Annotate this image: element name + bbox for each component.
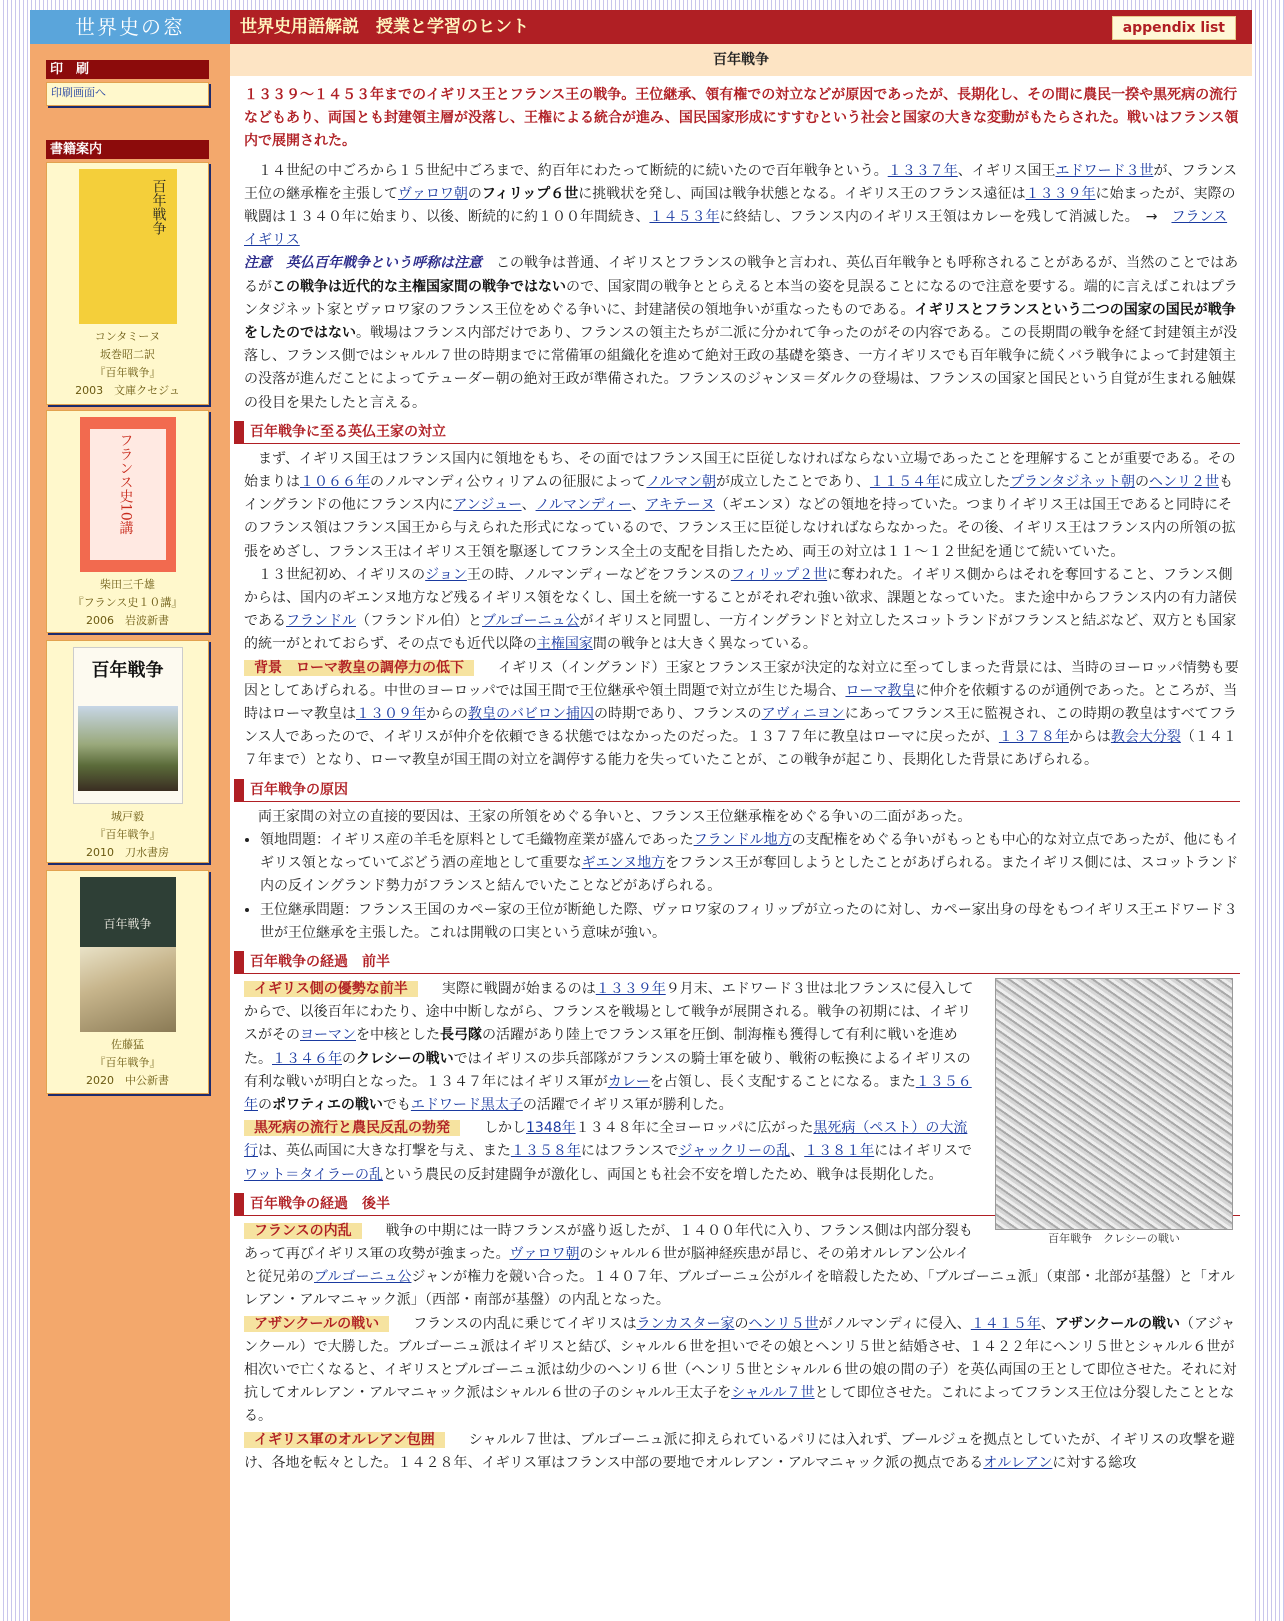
link[interactable]: ノルマン朝	[646, 474, 716, 491]
link[interactable]: ノルマンディー	[535, 497, 632, 514]
link[interactable]: ヘンリ２世	[1148, 474, 1219, 491]
book-author	[47, 576, 208, 630]
book-publisher: 2020 中公新書	[86, 1074, 169, 1087]
sidebar	[30, 44, 230, 1621]
link[interactable]: １３５８年	[510, 1143, 581, 1160]
link[interactable]: ローマ教皇	[845, 682, 916, 699]
link[interactable]: １３３９年	[595, 980, 666, 997]
book-author-name: 城戸毅	[111, 810, 144, 823]
book-card[interactable]	[46, 162, 209, 405]
book-cover-4[interactable]	[80, 877, 176, 1032]
books-heading: 書籍案内	[46, 140, 209, 159]
book-translator: 坂巻昭二訳	[100, 348, 155, 361]
link[interactable]: 教皇のバビロン捕囚	[468, 706, 594, 723]
link[interactable]: イギリス	[244, 232, 300, 249]
link[interactable]: ワット＝タイラーの乱	[244, 1166, 384, 1183]
link[interactable]: ジャックリーの乱	[678, 1143, 791, 1160]
link[interactable]: ヨーマン	[300, 1027, 356, 1044]
topic-tag: 黒死病の流行と農民反乱の勃発	[244, 1120, 460, 1136]
book-cover-text: 百年戦争	[103, 917, 152, 931]
main-content	[230, 44, 1252, 1475]
topic-tag: フランスの内乱	[244, 1223, 362, 1239]
book-publisher: 2003 文庫クセジュ	[75, 384, 180, 397]
link[interactable]: ブルゴーニュ公	[314, 1269, 412, 1286]
book-card[interactable]	[46, 870, 209, 1094]
note-tag: 注意 英仏百年戦争という呼称は注意	[244, 255, 482, 272]
link[interactable]: ブルゴーニュ公	[482, 613, 580, 630]
link[interactable]: １３８１年	[804, 1143, 875, 1160]
appendix-list-button[interactable]: appendix list	[1112, 16, 1236, 40]
page	[30, 10, 1252, 1621]
book-author-name: コンタミーヌ	[94, 330, 161, 343]
link[interactable]: １３４６年	[272, 1050, 342, 1067]
link[interactable]: 主権国家	[536, 636, 593, 653]
link[interactable]: ヘンリ５世	[748, 1315, 819, 1332]
link[interactable]: １４１５年	[970, 1315, 1041, 1332]
article	[230, 84, 1252, 1475]
link[interactable]: ヴァロワ朝	[509, 1245, 580, 1262]
link[interactable]: １１５４年	[869, 474, 940, 491]
section-heading: 百年戦争の原因	[234, 779, 1240, 802]
book-cover-text: 百年戦争	[150, 179, 167, 235]
link[interactable]: アンジュー	[453, 497, 522, 514]
paragraph: 両王家間の対立の直接的要因は、王家の所領をめぐる争いと、フランス王位継承権をめぐる争いの二面があった。	[244, 808, 972, 825]
book-author	[47, 1036, 208, 1090]
book-cover-1[interactable]	[79, 169, 177, 324]
link[interactable]: シャルル７世	[731, 1385, 815, 1402]
link[interactable]: フランス	[1171, 209, 1228, 226]
link[interactable]: 1348年	[526, 1120, 576, 1137]
book-author	[47, 328, 208, 400]
figure	[988, 978, 1240, 1248]
link[interactable]: ランカスター家	[636, 1315, 735, 1332]
book-title[interactable]: 『百年戦争』	[94, 366, 161, 379]
link[interactable]: １３３９年	[1025, 185, 1096, 202]
book-card[interactable]	[46, 410, 209, 633]
link[interactable]: アヴィニヨン	[761, 706, 845, 723]
link[interactable]: １０６６年	[300, 474, 370, 491]
lead-paragraph: １３３９～１４５３年までのイギリス王とフランス王の戦争。王位継承、領有権での対立などが原因であったが、長期化し、その間に農民一揆や黒死病の流行などもあり、両国とも封建領主層が没落し、王権による統合が進み、国民国家形成にすすむという社会と国家の大きな変動がもたらされた。戦いはフランス領内で展開された。	[244, 87, 1239, 150]
topic-tag: アザンクールの戦い	[244, 1316, 389, 1332]
print-box	[46, 82, 209, 106]
book-author	[47, 808, 208, 862]
book-card[interactable]	[46, 640, 209, 863]
book-cover-3[interactable]	[73, 647, 183, 804]
link[interactable]: プランタジネット朝	[1009, 474, 1135, 491]
page-banner	[230, 10, 1252, 44]
paragraph: １３世紀初め、イギリスのジョン王の時、ノルマンディーなどをフランスのフィリップ２世に奪われた。イギリス側からはそれを奪回すること、フランス側からは、国内のギエンヌ地方など残るイギリス領をなくし、国土を統一することがそれぞれ強い欲求、課題となっていた。また途中からフランス内の有力諸侯であるフランドル（フランドル伯）とブルゴーニュ公がイギリスと同盟し、一方イングランドと対立したスコットランドがフランスと結ぶなど、双方とも国家的統一がとれておらず、その点でも近代以降の主権国家間の戦争とは大きく異なっている。	[244, 566, 1237, 653]
link[interactable]: オルレアン	[983, 1454, 1053, 1471]
book-title[interactable]: 『百年戦争』	[94, 1056, 161, 1069]
print-link[interactable]: 印刷画面へ	[51, 86, 106, 99]
book-title[interactable]: 『フランス史１０講』	[72, 596, 183, 609]
page-title: 百年戦争	[230, 44, 1252, 76]
book-cover-text: 百年戦争	[91, 660, 164, 681]
list-item: • 王位継承問題：フランス王国のカペー家の王位が断絶した際、ヴァロワ家のフィリップが立ったのに対し、カペー家出身の母をもつイギリス王エドワード３世が王位継承を主張した。これは開戦の口実という意味が強い。	[260, 899, 1240, 945]
link[interactable]: １３５６年	[244, 1073, 972, 1113]
section-heading: 百年戦争の経過 前半	[234, 951, 1240, 974]
book-author-name: 柴田三千雄	[100, 578, 155, 591]
link[interactable]: フィリップ２世	[730, 566, 828, 583]
link[interactable]: １３７８年	[998, 729, 1069, 746]
link[interactable]: １３３７年	[887, 162, 958, 179]
paragraph: 注意 英仏百年戦争という呼称は注意 この戦争は普通、イギリスとフランスの戦争と言われ、英仏百年戦争とも呼称されることがあるが、当然のことではあるがこの戦争は近代的な主権国家間の戦争ではないので、国家間の戦争ととらえると本当の姿を見誤ることになるので注意を要する。端的に言えばこれはプランタジネット家とヴァロワ家のフランス王位をめぐる争いに、封建諸侯の領地争いが重なったものである。イギリスとフランスという二つの国家の国民が戦争をしたのではない。戦場はフランス内部だけであり、フランスの領主たちが二派に分かれて争ったのがその内容である。この長期間の戦争を経て封建領主が没落し、フランス側ではシャルル７世の時期までに常備軍の組織化を進めて絶対王政の基礎を築き、一方イギリスでも百年戦争に続くバラ戦争によって封建領主の没落が進んだことによってテューダー朝の絶対王政が準備された。フランスのジャンヌ＝ダルクの登場は、フランスの国家と国民という自覚が生まれる触媒の役目を果たしたと言える。	[244, 255, 1239, 411]
book-cover-text: フランス史10講	[117, 433, 134, 535]
paragraph: イギリス軍のオルレアン包囲 シャルル７世は、ブルゴーニュ派に抑えられているパリには入れず、ブールジュを拠点としていたが、イギリスの攻撃を避け、各地を転々とした。１４２８年、イギリス軍はフランス中部の要地でオルレアン・アルマニャック派の拠点であるオルレアンに対する総攻	[244, 1431, 1235, 1471]
link[interactable]: ヴァロワ朝	[398, 185, 468, 202]
book-publisher: 2010 刀水書房	[86, 846, 169, 859]
link[interactable]: アキテーヌ	[645, 497, 715, 514]
link[interactable]: フランドル	[286, 613, 356, 630]
paragraph: 黒死病の流行と農民反乱の勃発 しかし1348年１３４８年に全ヨーロッパに広がった黒死病（ペスト）の大流行は、英仏両国に大きな打撃を与え、また１３５８年にはフランスでジャックリーの乱、１３８１年にはイギリスでワット＝タイラーの乱という農民の反封建闘争が激化し、両国とも社会不安を増したため、戦争は長期化した。	[244, 1120, 972, 1183]
link[interactable]: 黒死病（ペスト）の大流行	[244, 1120, 968, 1160]
paragraph: アザンクールの戦い フランスの内乱に乗じてイギリスはランカスター家のヘンリ５世がノルマンディに侵入、１４１５年、アザンクールの戦い（アジャンクール）で大勝した。ブルゴーニュ派はイギリスと結び、シャルル６世を担いでその娘とヘンリ５世と結婚させ、１４２２年にヘンリ５世とシャルル６世が相次いで亡くなると、イギリスとブルゴーニュ派は幼少のヘンリ６世（ヘンリ５世とシャルル６世の娘の間の子）を英仏両国の王として即位させた。それに対抗してオルレアン・アルマニャック派はシャルル６世の子のシャルル王太子をシャルル７世として即位させた。これによってフランス王位は分裂したこととなる。	[244, 1315, 1237, 1425]
book-author-name: 佐藤猛	[111, 1038, 144, 1051]
link[interactable]: 教会大分裂	[1110, 729, 1181, 746]
cause-list	[244, 829, 1240, 945]
paragraph: １４世紀の中ごろから１５世紀中ごろまで、約百年にわたって断続的に続いたので百年戦争という。１３３７年、イギリス国王エドワード３世が、フランス王位の継承権を主張してヴァロワ朝のフィリップ６世に挑戦状を発し、両国は戦争状態となる。イギリス王のフランス遠征は１３３９年に始まったが、実際の戦闘は１３４０年に始まり、以後、断続的に約１００年間続き、１４５３年に終結し、フランス内のイギリス王領はカレーを残して消滅した。 → フランス イギリス	[244, 162, 1238, 249]
link[interactable]: １４５３年	[649, 209, 720, 226]
link[interactable]: １３０９年	[356, 706, 426, 723]
link[interactable]: エドワード３世	[1055, 162, 1154, 179]
link[interactable]: カレー	[607, 1073, 650, 1090]
book-title[interactable]: 『百年戦争』	[94, 828, 161, 841]
book-publisher: 2006 岩波新書	[86, 614, 169, 627]
book-cover-2[interactable]	[80, 417, 176, 572]
paragraph: まず、イギリス国王はフランス国内に領地をもち、その面ではフランス国王に臣従しなければならない立場であったことを理解することが重要である。その始まりは１０６６年のノルマンディ公ウィリアムの征服によってノルマン朝が成立したことであり、１１５４年に成立したプランタジネット朝のヘンリ２世もイングランドの他にフランス内にアンジュー、ノルマンディー、アキテーヌ（ギエンヌ）などの領地を持っていた。つまりイギリス王は国王であると同時にそのフランス領はフランス国王から与えられた形式になっているので、フランス王に臣従しなければならなかった。その後、イギリス王はフランス内の所領の拡張をめざし、フランス王はイギリス王領を駆逐してフランス全土の支配を目指したため、両王の対立は１１～１２世紀を通じて続いていた。	[244, 450, 1236, 560]
paragraph: イギリス側の優勢な前半 実際に戦闘が始まるのは１３３９年９月末、エドワード３世は北フランスに侵入してからで、以後百年にわたり、途中中断しながら、フランスを戦場として戦争が展開される。戦争の初期には、イギリスがそのヨーマンを中核とした長弓隊の活躍があり陸上でフランス軍を圧倒、制海権も獲得して有利に戦いを進めた。１３４６年のクレシーの戦いではイギリスの歩兵部隊がフランスの騎士軍を破り、戦術の転換によるイギリスの有利な戦いが明白となった。１３４７年にはイギリス軍がカレーを占領し、長く支配することになる。また１３５６年のポワティエの戦いでもエドワード黒太子の活躍でイギリス軍が勝利した。	[244, 980, 974, 1113]
paragraph: 背景 ローマ教皇の調停力の低下 イギリス（イングランド）王家とフランス王家が決定的な対立に至ってしまった背景には、当時のヨーロッパ情勢も要因としてあげられる。中世のヨーロッパでは国王間で王位継承や領土問題で対立が生じた場合、ローマ教皇に仲介を依頼するのが通例であった。ところが、当時はローマ教皇は１３０９年からの教皇のバビロン捕囚の時期であり、フランスのアヴィニヨンにあってフランス王に監視され、この時期の教皇はすべてフランス人であったので、イギリスが仲介を依頼できる状態ではなかったのだった。１３７７年に教皇はローマに戻ったが、１３７８年からは教会大分裂（１４１７年まで）となり、ローマ教皇が国王間の対立を調停する能力を失っていたことが、この戦争が起こり、長期化した背景にあげられる。	[244, 659, 1239, 769]
link[interactable]: ギエンヌ地方	[581, 855, 666, 872]
link[interactable]: ジョン	[425, 566, 467, 583]
topic-tag: 背景 ローマ教皇の調停力の低下	[244, 660, 474, 676]
section-heading: 百年戦争の経過 後半	[234, 1193, 1240, 1216]
battle-of-crecy-image[interactable]	[995, 978, 1233, 1230]
topic-tag: イギリス軍のオルレアン包囲	[244, 1432, 445, 1448]
link[interactable]: エドワード黒太子	[410, 1096, 523, 1113]
page-banner-text: 世界史用語解説 授業と学習のヒント	[240, 17, 529, 37]
list-item: • 領地問題：イギリス産の羊毛を原料として毛織物産業が盛んであったフランドル地方の支配権をめぐる争いがもっとも中心的な対立点であったが、他にもイギリス領となっていてぶどう酒の産地として重要なギエンヌ地方をフランス王が奪回しようとしたことがあげられる。またイギリス側には、スコットランド内の反イングランド勢力がフランスと結んでいたことなどがあげられる。	[260, 829, 1240, 899]
paragraph: フランスの内乱 戦争の中期には一時フランスが盛り返したが、１４００年代に入り、フランス側は内部分裂もあって再びイギリス軍の攻勢が強まった。ヴァロワ朝のシャルル６世が脳神経疾患が昂じ、その弟オルレアン公ルイと従兄弟のブルゴーニュ公ジャンが権力を競い合った。１４０７年、ブルゴーニュ公がルイを暗殺したため、「ブルゴーニュ派」（東部・北部が基盤）と「オルレアン・アルマニャック派」（西部・南部が基盤）の内乱となった。	[244, 1222, 1235, 1309]
figure-caption: 百年戦争 クレシーの戦い	[1048, 1231, 1180, 1245]
topic-tag: イギリス側の優勢な前半	[244, 981, 418, 997]
site-title[interactable]: 世界史の窓	[30, 10, 230, 44]
link[interactable]: フランドル地方	[693, 831, 792, 848]
print-heading: 印 刷	[46, 60, 209, 79]
section-heading: 百年戦争に至る英仏王家の対立	[234, 421, 1240, 444]
